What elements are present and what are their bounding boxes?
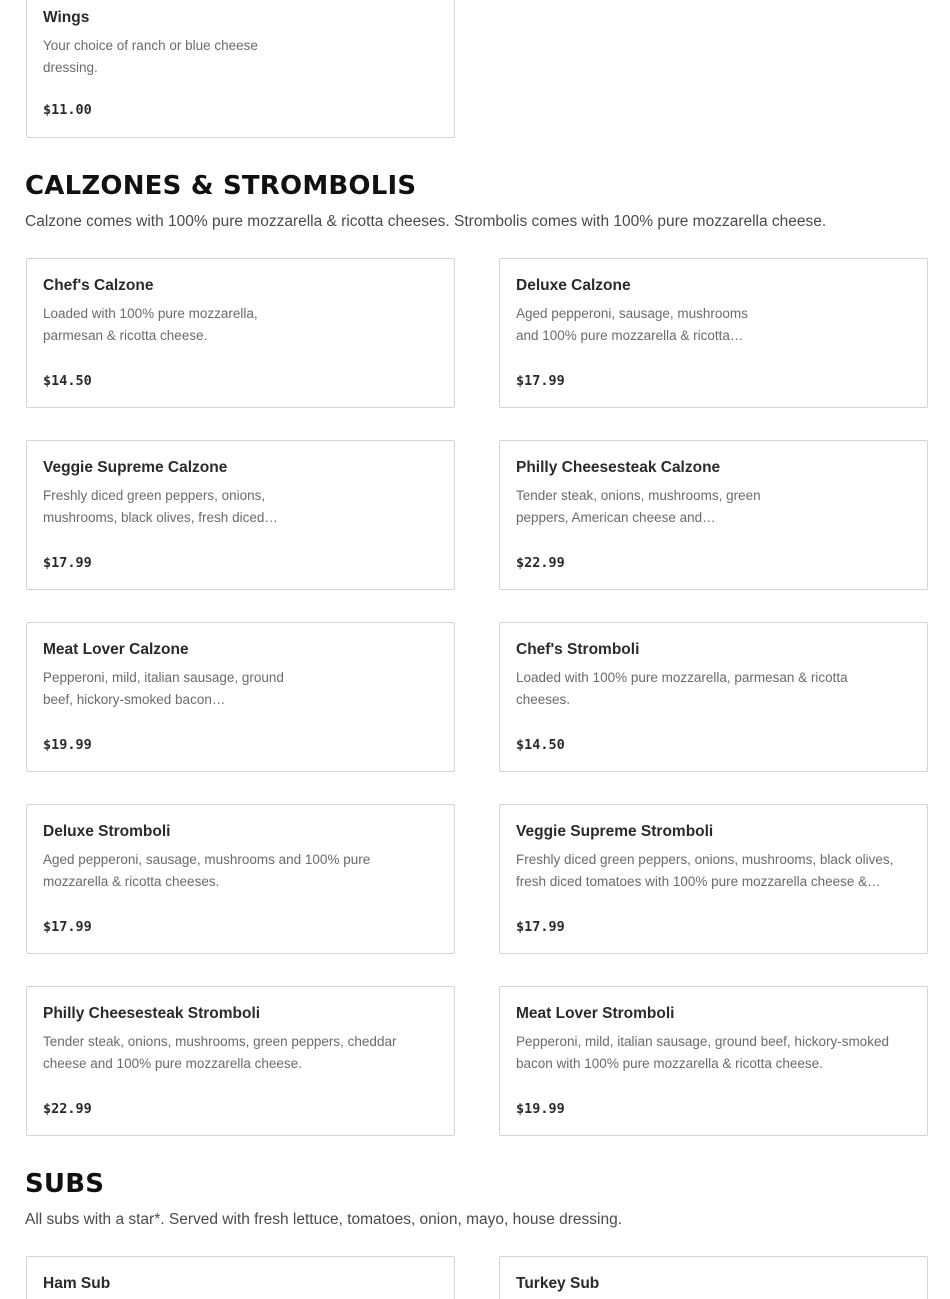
menu-item-price: $14.50 (43, 373, 92, 389)
menu-item-card-deluxe-calzone[interactable] (499, 258, 928, 408)
menu-item-description: Loaded with 100% pure mozzarella, parmesan & ricotta cheeses. (516, 670, 848, 707)
menu-item-card-turkey-sub[interactable] (499, 1256, 928, 1299)
menu-item-name: Meat Lover Stromboli (516, 1005, 675, 1022)
menu-item-card-philly-cheesesteak-calzone[interactable] (499, 440, 928, 590)
menu-item-description: Aged pepperoni, sausage, mushrooms and 100% pure mozzarella & ricotta cheeses. (43, 852, 371, 889)
menu-item-card-philly-cheesesteak-stromboli[interactable] (26, 986, 455, 1136)
menu-item-name: Veggie Supreme Stromboli (516, 823, 714, 840)
menu-item-description: Loaded with 100% pure mozzarella, parmesan & ricotta cheese. (43, 306, 258, 343)
menu-item-price: $22.99 (516, 555, 565, 571)
menu-item-price: $17.99 (43, 919, 92, 935)
menu-item-card-veggie-supreme-stromboli[interactable] (499, 804, 928, 954)
section-description-subs: All subs with a star*. Served with fresh lettuce, tomatoes, onion, mayo, house dressing. (25, 1211, 623, 1228)
menu-item-name: Deluxe Calzone (516, 277, 631, 294)
menu-item-description: Pepperoni, mild, italian sausage, ground beef, hickory-smoked bacon… (43, 670, 284, 707)
menu-item-card-meat-lover-stromboli[interactable] (499, 986, 928, 1136)
menu-item-description: Tender steak, onions, mushrooms, green peppers, cheddar cheese and 100% pure mozzarella cheese. (43, 1034, 397, 1071)
menu-item-price: $22.99 (43, 1101, 92, 1117)
menu-item-name: Philly Cheesesteak Stromboli (43, 1005, 261, 1022)
menu-item-name: Turkey Sub (516, 1275, 600, 1292)
section-title-subs: SUBS (25, 1169, 105, 1199)
menu-item-price: $17.99 (516, 373, 565, 389)
menu-item-description: Freshly diced green peppers, onions, mushrooms, black olives, fresh diced tomatoes with 100% pure mozzarella cheese &… (516, 852, 894, 889)
menu-item-name: Veggie Supreme Calzone (43, 459, 228, 476)
menu-item-price: $17.99 (43, 555, 92, 571)
menu-item-price: $19.99 (43, 737, 92, 753)
menu-item-name: Philly Cheesesteak Calzone (516, 459, 721, 476)
menu-item-card-ham-sub[interactable] (26, 1256, 455, 1299)
menu-item-price: $17.99 (516, 919, 565, 935)
menu-item-price: $14.50 (516, 737, 565, 753)
menu-item-price: $19.99 (516, 1101, 565, 1117)
menu-item-card-deluxe-stromboli[interactable] (26, 804, 455, 954)
menu-item-name: Deluxe Stromboli (43, 823, 171, 840)
menu-item-price: $11.00 (43, 102, 92, 118)
menu-item-card-chefs-calzone[interactable] (26, 258, 455, 408)
menu-item-card-wings[interactable] (26, 0, 455, 138)
menu-item-description: Your choice of ranch or blue cheese dressing. (43, 38, 258, 75)
menu-item-description: Aged pepperoni, sausage, mushrooms and 100% pure mozzarella & ricotta… (516, 306, 748, 343)
menu-item-card-veggie-supreme-calzone[interactable] (26, 440, 455, 590)
menu-item-name: Chef's Stromboli (516, 641, 640, 658)
section-description-calzones: Calzone comes with 100% pure mozzarella & ricotta cheeses. Strombolis comes with 100% pure mozzarella cheese. (25, 213, 827, 230)
menu-item-name: Meat Lover Calzone (43, 641, 189, 658)
menu-item-description: Tender steak, onions, mushrooms, green peppers, American cheese and… (516, 488, 761, 525)
menu-item-description: Freshly diced green peppers, onions, mushrooms, black olives, fresh diced… (43, 488, 278, 525)
section-title-calzones: CALZONES & STROMBOLIS (25, 171, 417, 201)
menu-item-name: Ham Sub (43, 1275, 111, 1292)
menu-item-name: Wings (43, 9, 90, 26)
menu-item-card-chefs-stromboli[interactable] (499, 622, 928, 772)
menu-item-card-meat-lover-calzone[interactable] (26, 622, 455, 772)
menu-item-name: Chef's Calzone (43, 277, 154, 294)
menu-item-description: Pepperoni, mild, italian sausage, ground beef, hickory-smoked bacon with 100% pure mozzarella & ricotta cheese. (516, 1034, 889, 1071)
